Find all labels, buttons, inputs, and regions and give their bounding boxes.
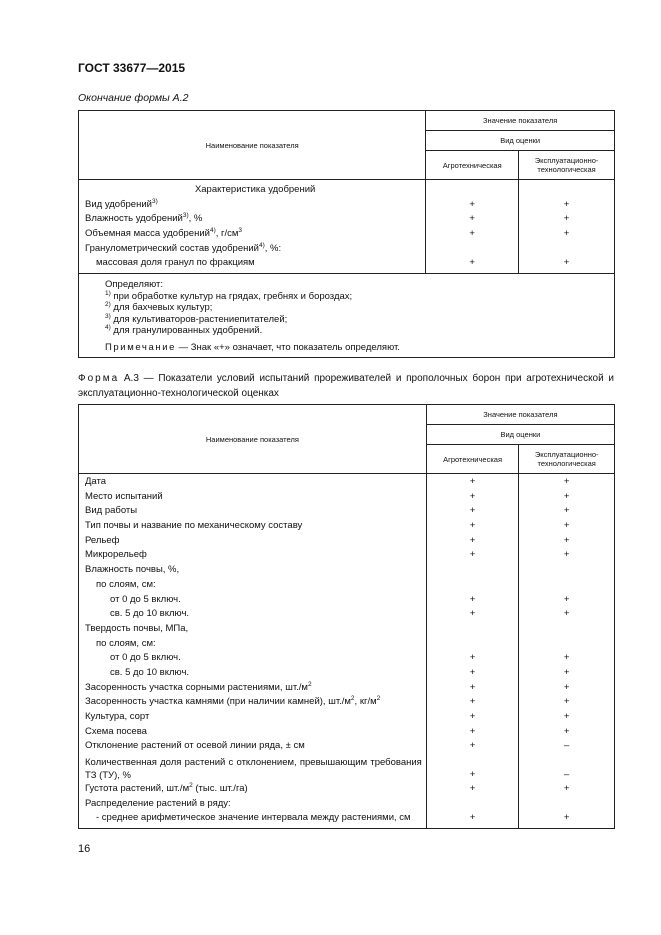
table-row-label: Гранулометрический состав удобрений$^{4)}$, %: [85,241,282,254]
col-header-name: Наименование показателя [79,405,427,474]
page-number: 16 [78,843,91,855]
table-row-label: Отклонение растений от осевой линии ряда, ± см [85,740,305,752]
col-header-value: Значение показателя [426,405,614,425]
note-item: $^{2)}$ для бахчевых культур; [105,300,213,314]
table-row-label: Дата [85,476,107,487]
table-row-label: Густота растений, $шт./м^2$ (тыс. шт./га) [85,781,248,795]
table2-label-column [79,474,427,829]
table-row-label: от 0 до 5 включ. [110,593,181,605]
note-item: $^{1)}$ при обработке культур на грядах, гребнях и бороздах; [105,289,353,302]
table-row-label: св. 5 до 10 включ. [110,608,190,620]
table-row-label: Микрорельеф [85,549,147,561]
table-row-label: Тип почвы и название по механическому составу [85,520,303,532]
col-header-kind: Вид оценки [426,425,614,445]
table-row-label: от 0 до 5 включ. [110,652,181,664]
table-row-label: Засоренность участка сорными растениями, $шт./м^2$ [85,680,312,693]
notes-intro: Определяют: [105,279,163,291]
table-row-label: Влажность почвы, %, [85,564,180,576]
table-row-label: по слоям, см: [96,578,156,590]
col-header-agro: Агротехническая [426,151,519,180]
table1-caption: Окончание формы А.2 [78,92,189,104]
table-form-a3 [78,404,615,829]
table-row-label: по слоям, см: [96,637,156,649]
document-header: ГОСТ 33677—2015 [78,61,186,75]
table-form-a2-end [78,110,615,358]
table1-notes [79,274,615,358]
form-a3-title: Форма А.3 — Показатели условий испытаний прореживателей и прополочных борон при агротехнической и эксплуатационно-технологической оценках [78,373,614,399]
section-title: Характеристика удобрений [194,184,316,195]
col-header-name: Наименование показателя [79,111,426,180]
table1-agro-column: + + + + [426,180,519,274]
table-row-label: Влажность удобрений$^{3)}$, % [85,212,203,225]
table-row-label: св. 5 до 10 включ. [110,666,190,678]
table1-exploit-column: + + + + [519,180,615,274]
table-row-label: Количественная доля растений с отклонением, превышающим требования ТЗ (ТУ), % [85,757,422,782]
note-item: $^{3)}$ для культиваторов-растениепитателей; [105,312,288,325]
table-row-label: массовая доля гранул по фракциям [96,257,255,269]
table2-exploit-column: + + + + + + + + + + + + + + – – + + [519,474,615,829]
col-header-exploit: Эксплуатационно- технологическая [519,445,615,474]
table-row-label: Вид удобрений$^{3)}$ [85,197,158,210]
table-row-label: Вид работы [85,505,138,517]
col-header-agro: Агротехническая [426,445,519,474]
col-header-value: Значение показателя [426,111,615,131]
table-row-label: Схема посева [85,725,147,737]
table-row-label: - среднее арифметическое значение интервала между растениями, см [96,812,411,824]
table-row-label: Засоренность участка камнями (при наличии камней), $шт./м^2$, $кг/м^2$ [85,695,381,708]
table2-agro-column: + + + + + + + + + + + + + + + + + + [426,474,519,829]
table1-label-column [79,180,426,274]
note-remark: Примечание — Знак «+» означает, что показатель определяют. [105,341,400,353]
table-row-label: Рельеф [85,534,120,546]
table-row-label: Культура, сорт [85,711,150,722]
table-row-label: Объемная масса удобрений$^{4)}$, $г/см^3$ [85,226,243,240]
col-header-kind: Вид оценки [426,131,615,151]
table-row-label: Распределение растений в ряду: [85,797,231,809]
note-item: $^{4)}$ для гранулированных удобрений. [105,323,263,337]
col-header-exploit: Эксплуатационно- технологическая [519,151,615,180]
table-row-label: Твердость почвы, МПа, [85,622,189,634]
table-row-label: Место испытаний [85,490,163,502]
